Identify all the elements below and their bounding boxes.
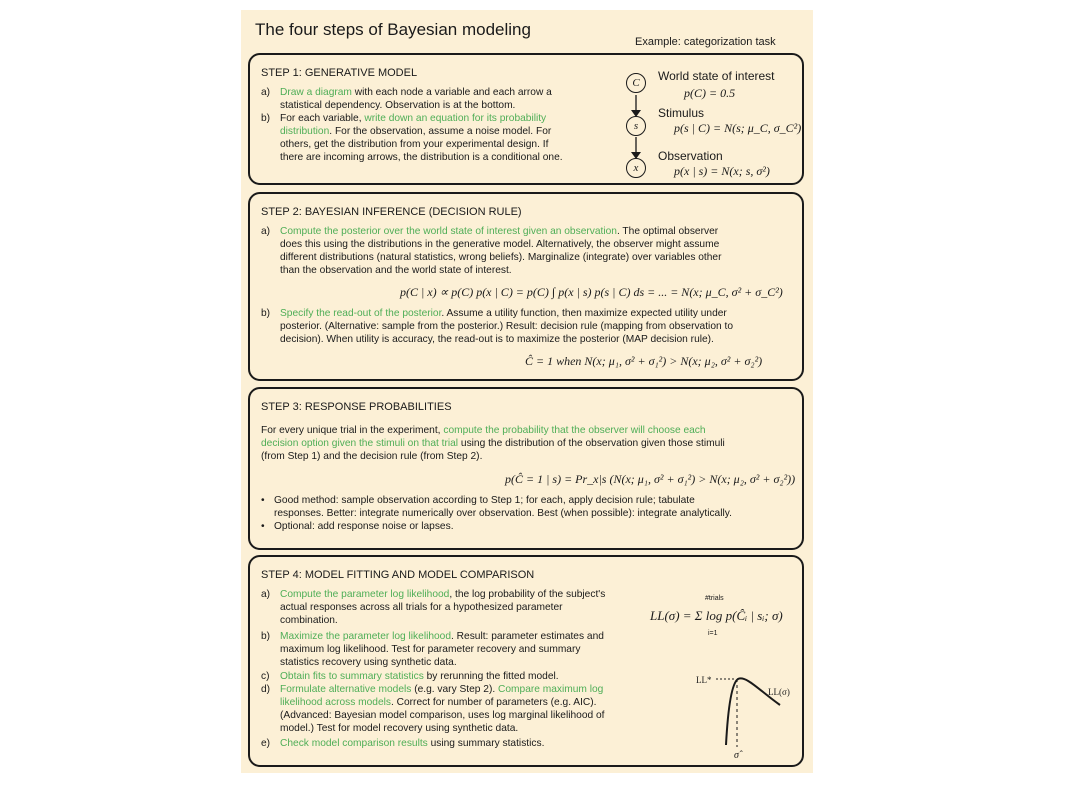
step3-response-equation: p(Ĉ = 1 | s) = Pr_x|s (N(x; μ₁, σ² + σ₁²) > N(x; μ₂, σ² + σ₂²)) — [505, 472, 796, 486]
step4-e-line1: Check model comparison results using summary statistics. — [280, 738, 545, 749]
step4-d-line1: Formulate alternative models (e.g. vary Step 2). Compare maximum log — [280, 684, 604, 695]
page-title: The four steps of Bayesian modeling — [255, 20, 531, 39]
step3-bullet1-line1: Good method: sample observation according to Step 1; for each, apply decision rule; tabulate — [274, 495, 695, 506]
step2-box — [248, 192, 804, 381]
step1-b-line2: distribution. For the observation, assume a noise model. For — [280, 126, 552, 137]
step1-a-green: Draw a diagram — [280, 87, 352, 98]
step2-b-line1: Specify the read-out of the posterior. Assume a utility function, then maximize expected utility under — [280, 308, 727, 319]
step4-a-line2: actual responses across all trials for a hypothesized parameter — [280, 602, 563, 613]
step2-a-line4: than the observation and the world state of interest. — [280, 265, 512, 276]
step3-bullet1-dot: • — [261, 495, 265, 506]
step4-d-line2: likelihood across models. Correct for number of parameters (e.g. AIC). — [280, 697, 597, 708]
step1-b-label: b) — [261, 113, 271, 124]
plot-llstar-label: LL* — [696, 675, 712, 685]
ll-equation: LL(σ) = Σ log p(Ĉᵢ | sᵢ; σ) — [650, 608, 783, 623]
step2-heading: STEP 2: BAYESIAN INFERENCE (DECISION RULE) — [261, 206, 522, 218]
step4-box — [248, 555, 804, 767]
step2-a-line3: different distributions (natural statistics, wrong beliefs). Marginalize (integrate) over variables other — [280, 252, 722, 263]
step4-a-label: a) — [261, 589, 271, 600]
step2-posterior-equation: p(C | x) ∝ p(C) p(x | C) = p(C) ∫ p(x | s) p(s | C) ds = ... = N(x; μ_C, σ² + σ_C²) — [400, 285, 783, 299]
ll-sum-bottom: i=1 — [708, 630, 718, 637]
step2-decision-rule-equation: Ĉ = 1 when N(x; μ₁, σ² + σ₁²) > N(x; μ₂, σ² + σ₂²) — [525, 354, 763, 368]
plot-sigmahat-label: σ̂ — [734, 750, 739, 761]
node-s: s — [626, 116, 646, 136]
step1-a-line1: Draw a diagram with each node a variable and each arrow a — [280, 87, 552, 98]
node-C: C — [626, 73, 646, 93]
step3-bullet1-line2: responses. Better: integrate numerically over observation. Best (when possible): integrate analytically. — [274, 508, 732, 519]
node-x-equation: p(x | s) = N(x; s, σ²) — [674, 164, 770, 178]
step4-b-line1: Maximize the parameter log likelihood. Result: parameter estimates and — [280, 631, 604, 642]
step1-b-line3: others, get the distribution from your experimental design. If — [280, 139, 549, 150]
ll-sum-top: #trials — [705, 595, 724, 602]
step2-a-line2: does this using the distributions in the generative model. Alternatively, the observer might assume — [280, 239, 720, 250]
step4-b-label: b) — [261, 631, 271, 642]
step2-a-line1: Compute the posterior over the world state of interest given an observation. The optimal observer — [280, 226, 719, 237]
step2-a-label: a) — [261, 226, 271, 237]
node-C-equation: p(C) = 0.5 — [684, 86, 736, 100]
step4-a-line1: Compute the parameter log likelihood, the log probability of the subject's — [280, 589, 606, 600]
step1-heading: STEP 1: GENERATIVE MODEL — [261, 67, 418, 79]
step4-b-line3: statistics recovery using synthetic data. — [280, 657, 457, 668]
step4-heading: STEP 4: MODEL FITTING AND MODEL COMPARISON — [261, 569, 535, 581]
node-s-equation: p(s | C) = N(s; μ_C, σ_C²) — [674, 121, 802, 135]
step3-line2: decision option given the stimuli on that trial using the distribution of the observation given those stimuli — [261, 438, 725, 449]
step4-d-line4: model.) Test for model recovery using synthetic data. — [280, 723, 519, 734]
poster — [241, 10, 813, 773]
example-label: Example: categorization task — [635, 36, 776, 48]
step1-a-label: a) — [261, 87, 271, 98]
step3-box — [248, 387, 804, 550]
step2-b-label: b) — [261, 308, 271, 319]
node-C-label: World state of interest — [658, 69, 775, 83]
step1-box — [248, 53, 804, 185]
node-x-label: Observation — [658, 149, 723, 163]
step2-b-line2: posterior. (Alternative: sample from the posterior.) Result: decision rule (mapping from observation to — [280, 321, 733, 332]
step4-b-line2: maximum log likelihood. Test for parameter recovery and summary — [280, 644, 581, 655]
node-x: x — [626, 158, 646, 178]
step3-line1: For every unique trial in the experiment, compute the probability that the observer will choose each — [261, 425, 706, 436]
step4-a-line3: combination. — [280, 615, 338, 626]
step4-c-label: c) — [261, 671, 270, 682]
step3-line3: (from Step 1) and the decision rule (from Step 2). — [261, 451, 483, 462]
step2-b-line3: decision). When utility is accuracy, the read-out is to maximize the posterior (MAP decision rule). — [280, 334, 714, 345]
step1-b-line1: For each variable, write down an equation for its probability — [280, 113, 547, 124]
step3-bullet2: Optional: add response noise or lapses. — [274, 521, 454, 532]
plot-curve-label: LL(σ) — [768, 687, 790, 697]
step4-c-line1: Obtain fits to summary statistics by rerunning the fitted model. — [280, 671, 559, 682]
step4-d-line3: (Advanced: Bayesian model comparison, uses log marginal likelihood of — [280, 710, 605, 721]
node-s-label: Stimulus — [658, 106, 705, 120]
step4-e-label: e) — [261, 738, 271, 749]
step1-b-line4: there are incoming arrows, the distribution is a conditional one. — [280, 152, 563, 163]
step3-heading: STEP 3: RESPONSE PROBABILITIES — [261, 401, 452, 413]
step1-a-line2: statistical dependency. Observation is at the bottom. — [280, 100, 516, 111]
step4-d-label: d) — [261, 684, 271, 695]
step3-bullet2-dot: • — [261, 521, 265, 532]
